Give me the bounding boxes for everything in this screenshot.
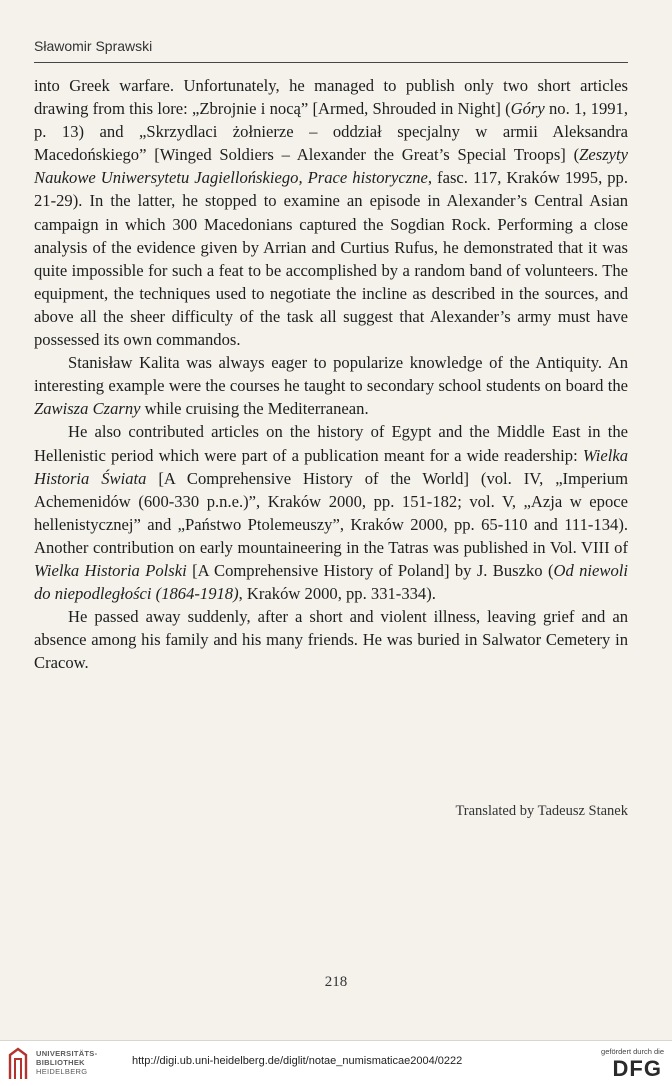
paragraph-4-text: He passed away suddenly, after a short and violent illness, leaving grief and an absence among his family and his many friends. He was buried in Salwator Cemetery in Cracow. xyxy=(34,607,628,673)
translator-credit: Translated by Tadeusz Stanek xyxy=(455,803,628,819)
digitization-footer xyxy=(0,1040,672,1086)
dfg-logo: DFG xyxy=(612,1056,662,1081)
paragraph-1-text-c: , fasc. 117, Kraków 1995, pp. 21-29). In the latter, he stopped to examine an episode in Alexander’s Central Asian campaign in which 300 Macedonians captured the Sogdian Rock. Performing a close analysis of the evidence given by Arrian and Curtius Rufus, he demonstrated that it was quite impossible for such a feat to be accomplished by a random band of volunteers. The equipment, the techniques used to negotiate the incline as described in the sources, and above all the sheer difficulty of the task all suggest that Alexander’s army must have possessed its own commandos. xyxy=(34,168,628,350)
logo-line-1: UNIVERSITÄTS- xyxy=(36,1049,98,1058)
book-title-world-history: Wielka Historia Świata xyxy=(34,445,628,488)
article-body xyxy=(34,74,628,674)
paragraph-3 xyxy=(34,420,628,605)
paragraph-3-text-d: , Kraków 2000, pp. 331-334). xyxy=(238,584,436,604)
library-logo-text xyxy=(36,1049,97,1076)
book-title-polish-history: Wielka Historia Polski xyxy=(34,560,187,580)
logo-line-2: BIBLIOTHEK xyxy=(36,1058,85,1067)
journal-title-gory: Góry xyxy=(510,99,545,119)
header-rule xyxy=(34,62,628,63)
ship-name: Zawisza Czarny xyxy=(34,399,141,419)
paragraph-3-text-a: He also contributed articles on the history of Egypt and the Middle East in the Hellenistic period which were part of a publication meant for a wide readership: xyxy=(34,422,628,465)
permalink-url[interactable]: http://digi.ub.uni-heidelberg.de/diglit/notae_numismaticae2004/0222 xyxy=(132,1055,463,1067)
paragraph-3-text-c: [A Comprehensive History of Poland] by J. Buszko ( xyxy=(186,560,554,580)
paragraph-2-text-a: Stanisław Kalita was always eager to popularize knowledge of the Antiquity. An interesting example were the courses he taught to secondary school students on board the xyxy=(34,353,628,396)
page-number: 218 xyxy=(324,974,348,990)
volume-title: Od niewoli do niepodległości (1864-1918) xyxy=(34,560,628,604)
logo-line-3: HEIDELBERG xyxy=(36,1067,88,1076)
paragraph-4 xyxy=(34,605,628,674)
paragraph-1-text-a: into Greek warfare. Unfortunately, he managed to publish only two short articles drawing from this lore: „Zbrojnie i nocą” [Armed, Shrouded in Night] ( xyxy=(34,76,628,119)
paragraph-3-text-b: [A Comprehensive History of the World] (vol. IV, „Imperium Achemenidów (600-330 p.n.e.)”, Kraków 2000, pp. 151-182; vol. V, „Azja w epoce hellenistycznej” and „Państwo Ptolemeuszy”, Kraków 2000, pp. 65-110 and 111-134). Another contribution on early mountaineering in the Tatras was published in Vol. VIII of xyxy=(34,468,628,557)
journal-title-zeszyty: Zeszyty Naukowe Uniwersytetu Jagiellońskiego, Prace historyczne xyxy=(34,145,628,188)
library-logo-icon xyxy=(6,1045,30,1081)
funding-note: gefördert durch die xyxy=(601,1047,664,1056)
paragraph-2 xyxy=(34,351,628,420)
running-head: Sławomir Sprawski xyxy=(34,38,153,54)
paragraph-2-text-b: while cruising the Mediterranean. xyxy=(140,399,369,419)
paragraph-1-text-b: no. 1, 1991, p. 13) and „Skrzydlaci żołnierze – oddział specjalny w armii Aleksandra Macedońskiego” [Winged Soldiers – Alexander the Great’s Special Troops] ( xyxy=(34,99,628,165)
paragraph-1 xyxy=(34,74,628,351)
